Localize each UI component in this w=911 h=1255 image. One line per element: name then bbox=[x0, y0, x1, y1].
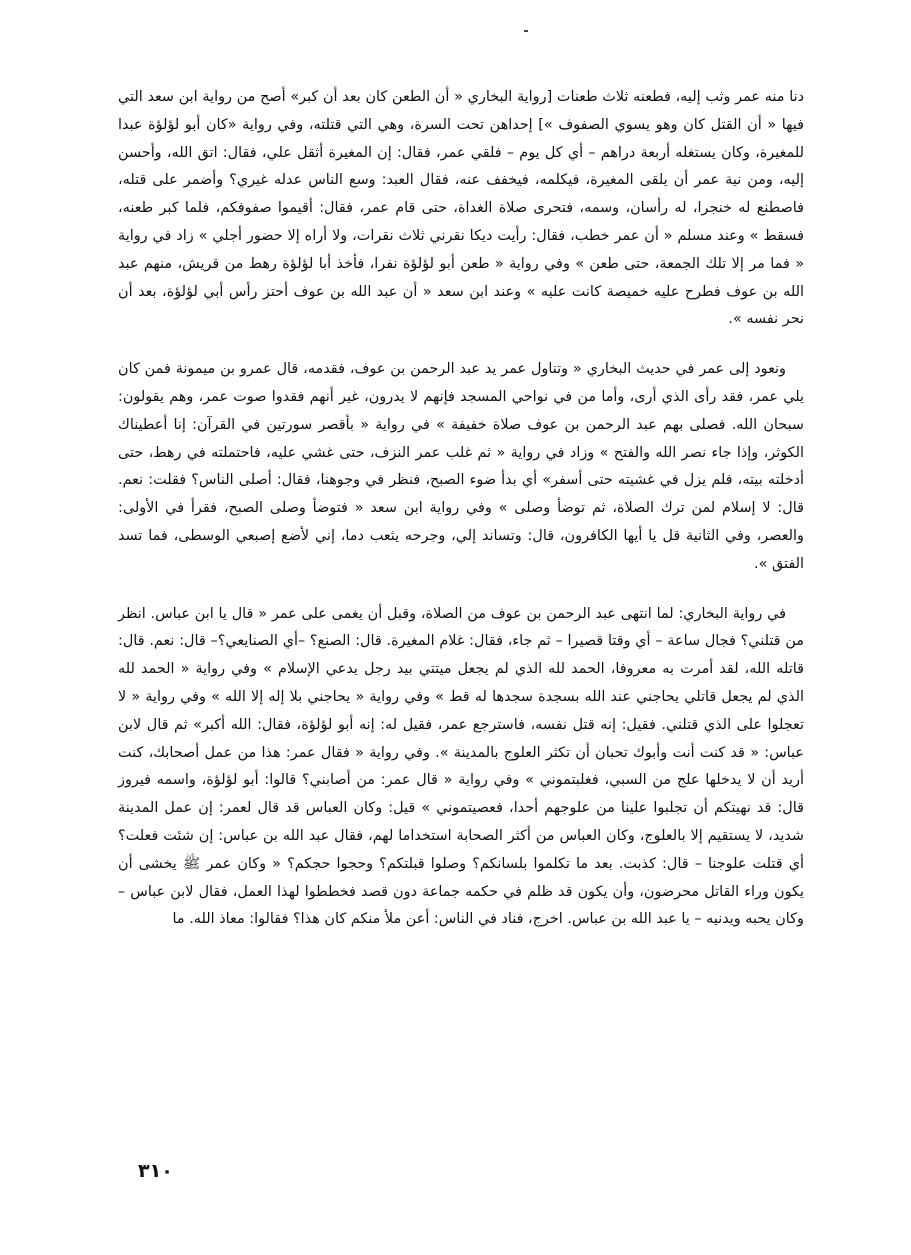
paragraph-2: ونعود إلى عمر في حديث البخاري « وتناول عمر يد عبد الرحمن بن عوف، فقدمه، قال عمرو بن ميمونة فمن كان يلي عمر، فقد رأى الذي أرى، وأما من في نواحي المسجد فإنهم لا يدرون، غير أنهم فقدوا صوت عمر، وهم يقولون: سبحان الله. فصلى بهم عبد الرحمن بن عوف صلاة خفيفة » في رواية « بأقصر سورتين في القرآن: إنا أعطيناك الكوثر، وإذا جاء نصر الله والفتح » وزاد في رواية « ثم غلب عمر النزف، حتى غشي عليه، فاحتملته في رهط، حتى أدخلته بيته، فلم يزل في غشيته حتى أسفر» أي بدأ ضوء الصبح، فنظر في وجوهنا، فقال: أصلى الناس؟ فقلت: نعم. قال: لا إسلام لمن ترك الصلاة، ثم توضأ وصلى » وفي رواية ابن سعد « فتوضأ وصلى الصبح، فقرأ في الأولى: والعصر، وفي الثانية قل يا أيها الكافرون، قال: وتساند إلي، وجرحه يثعب دما، إني لأضع إصبعي الوسطى، فما تسد الفتق ». bbox=[118, 361, 804, 572]
paragraph-1: دنا منه عمر وثب إليه، فطعنه ثلاث طعنات [رواية البخاري « أن الطعن كان بعد أن كبر» أصح من رواية ابن سعد التي فيها « أن القتل كان وهو يسوي الصفوف »] إحداهن تحت السرة، وهي التي قتلته، وفي رواية «كان أبو لؤلؤة عبدا للمغيرة، وكان يستغله أربعة دراهم – أي كل يوم – فلقي عمر، فقال: إن المغيرة أثقل علي، فقال: اتق الله، وأحسن إليه، ومن نية عمر أن يلقى المغيرة، فيكلمه، فيخفف عنه، فقال العبد: وسع الناس عدله غيري؟ وأضمر على قتله، فاصطنع له خنجرا، له رأسان، وسمه، فتحرى صلاة الغداة، حتى قام عمر، فقال: أقيموا صفوفكم، فلما كبر طعنه، فسقط » وعند مسلم « أن عمر خطب، فقال: رأيت ديكا نقرني ثلاث نقرات، ولا أراه إلا حضور أجلي » زاد في رواية « فما مر إلا تلك الجمعة، حتى طعن » وفي رواية « طعن أبو لؤلؤة نفرا، فأخذ أبا لؤلؤة رهط من قريش، منهم عبد الله بن عوف فطرح عليه خميصة كانت عليه » وعند ابن سعد « أن عبد الله بن عوف أحتز رأس أبي لؤلؤة، بعد أن نحر نفسه ». bbox=[118, 89, 804, 328]
page-mark bbox=[524, 30, 528, 32]
page-number: ٣١٠ bbox=[138, 1160, 173, 1182]
paragraph-3: في رواية البخاري: لما انتهى عبد الرحمن بن عوف من الصلاة، وقبل أن يغمى على عمر « قال يا ابن عباس. انظر من قتلني؟ فجال ساعة – أي وقتا قصيرا – ثم جاء، فقال: غلام المغيرة. قال: الصنع؟ –أي الصنايعي؟– قال: نعم. قال: قاتله الله، لقد أمرت به معروفا، الحمد لله الذي لم يجعل ميتتي بيد رجل يدعي الإسلام » وفي رواية « الحمد لله الذي لم يجعل قاتلي يحاجني عند الله بسجدة سجدها له قط » وفي رواية « يحاجني بلا إله إلا الله » وفي رواية « لا تعجلوا على الذي قتلني. فقيل: إنه قتل نفسه، فاسترجع عمر، فقيل له: إنه أبو لؤلؤة، فقال: الله أكبر» ثم قال لابن عباس: « قد كنت أنت وأبوك تحبان أن تكثر العلوج بالمدينة ». وفي رواية « فقال عمر: هذا من عمل أصحابك، كنت أريد أن لا يدخلها علج من السبي، فغلبتموني » وفي رواية « قال عمر: من أصابني؟ قالوا: أبو لؤلؤة، واسمه فيروز قال: قد نهيتكم أن تجلبوا علينا من علوجهم أحدا، فعصيتموني » قيل: وكان العباس قد قال لعمر: إن عمل المدينة شديد، لا يستقيم إلا بالعلوج، وكان العباس من أكثر الصحابة استخداما لهم، فقال عبد الله بن عباس: إن شئت فعلت؟ أي قتلت علوجنا – قال: كذبت. بعد ما تكلموا بلسانكم؟ وصلوا قبلتكم؟ وحجوا حجكم؟ « وكان عمر ﷺ يخشى أن يكون وراء القاتل محرضون، وأن يكون قد ظلم في حكمه جماعة دون قصد فخططوا لهذا العمل، فقال لابن عباس – وكان يحبه ويدنيه – يا عبد الله بن عباس. اخرج، فناد في الناس: أعن ملأ منكم كان هذا؟ فقالوا: معاذ الله. ما bbox=[118, 605, 804, 928]
body-text bbox=[118, 84, 804, 956]
